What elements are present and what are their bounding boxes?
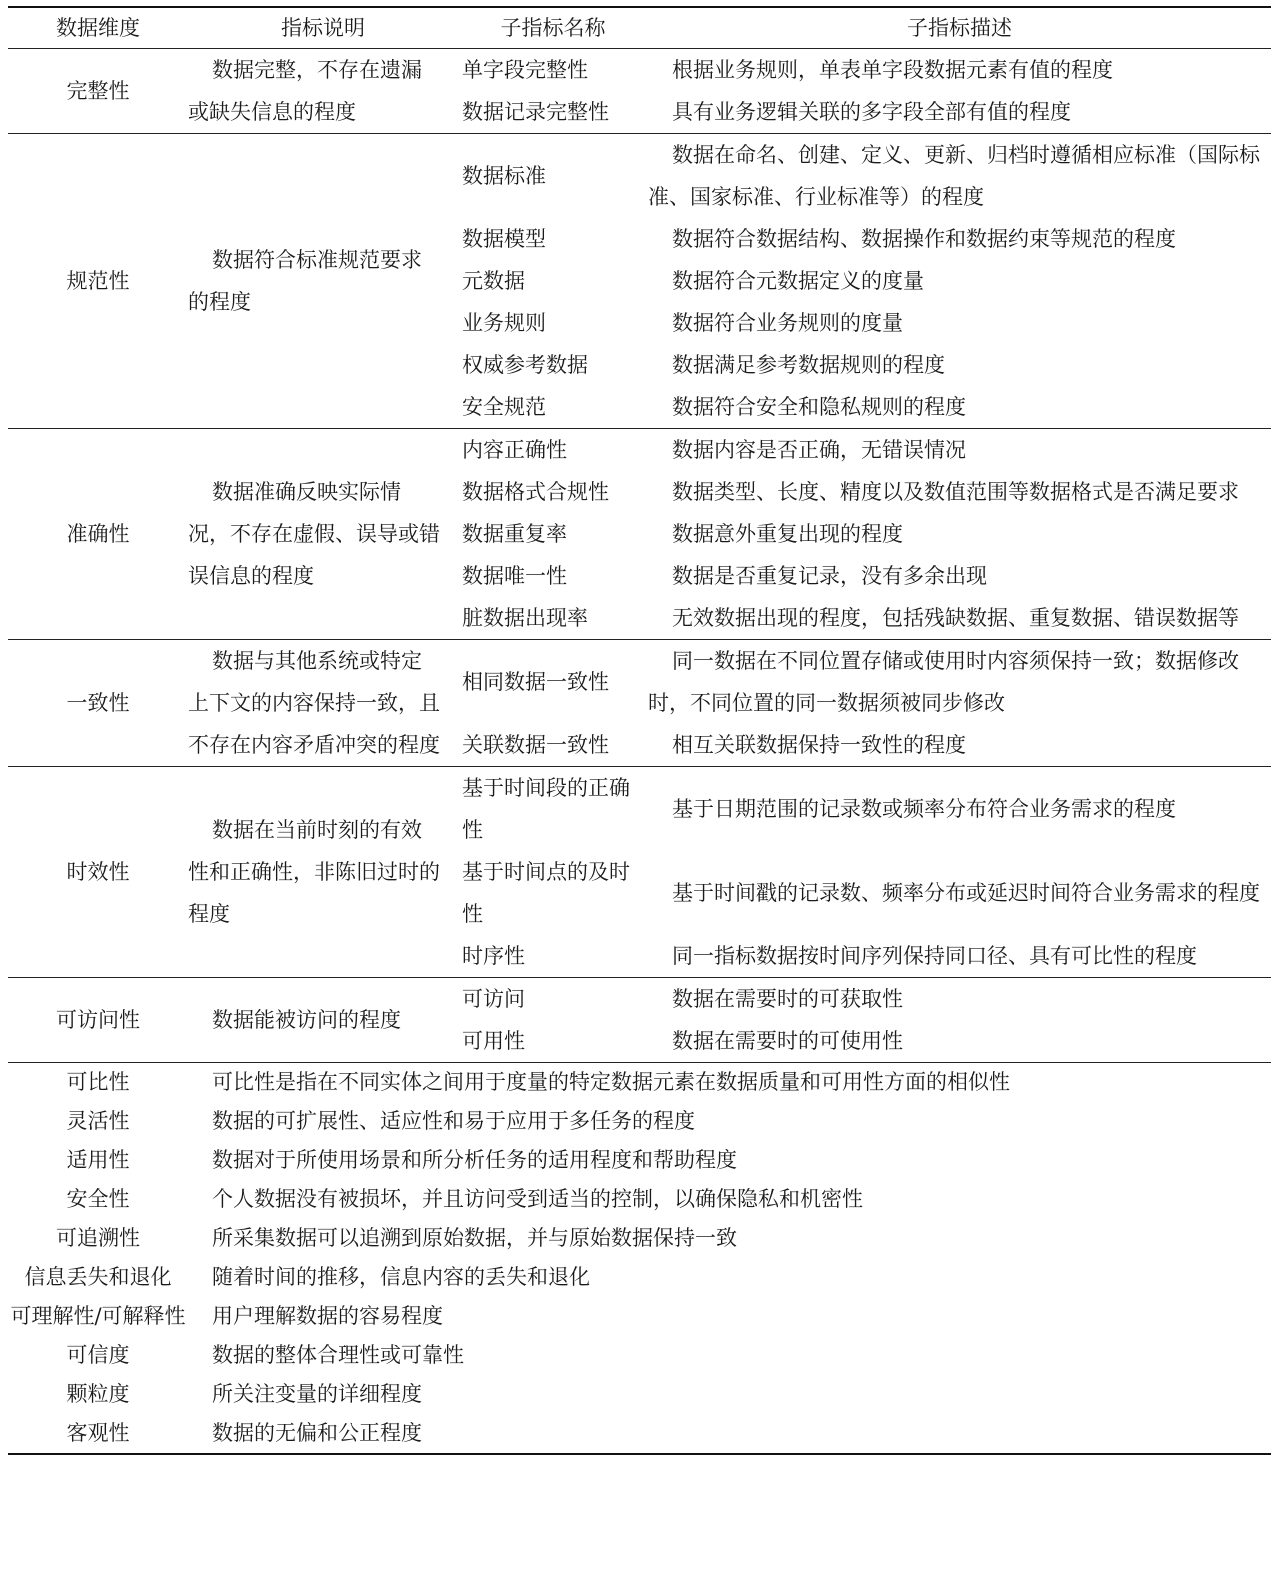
sub-indicator-description-cell: 基于时间戳的记录数、频率分布或延迟时间符合业务需求的程度 <box>672 881 1260 905</box>
sub-indicator-name-cell: 基于时间点的及时性 <box>462 860 630 926</box>
table-row <box>8 1414 1271 1454</box>
sub-indicator-description-cell: 无效数据出现的程度，包括残缺数据、重复数据、错误数据等 <box>672 606 1239 630</box>
sub-indicator-name-cell: 数据标准 <box>458 134 648 219</box>
dimension-cell: 客观性 <box>66 1421 130 1445</box>
sub-indicator-name-cell: 可访问 <box>458 978 648 1021</box>
dimension-description-cell: 可比性是指在不同实体之间用于度量的特定数据元素在数据质量和可用性方面的相似性 <box>188 1063 1271 1103</box>
table-row <box>8 1297 1271 1336</box>
table-row <box>8 767 1271 852</box>
dimension-cell: 时效性 <box>8 767 188 978</box>
header-description: 指标说明 <box>281 15 365 40</box>
header-dimension: 数据维度 <box>56 15 140 40</box>
sub-indicator-name-cell: 数据唯一性 <box>462 564 567 588</box>
table-row <box>8 1258 1271 1297</box>
sub-indicator-description-cell: 数据是否重复记录，没有多余出现 <box>672 564 987 588</box>
data-quality-table <box>8 6 1271 1455</box>
dimension-description-cell: 数据的可扩展性、适应性和易于应用于多任务的程度 <box>212 1109 695 1133</box>
sub-indicator-description-cell: 同一数据在不同位置存储或使用时内容须保持一致；数据修改时，不同位置的同一数据须被同步修改 <box>648 640 1271 725</box>
dimension-cell: 准确性 <box>8 429 188 640</box>
sub-indicator-description-cell: 数据在需要时的可使用性 <box>672 1029 903 1053</box>
sub-indicator-name-cell: 数据重复率 <box>462 522 567 546</box>
header-sub-name: 子指标名称 <box>500 15 606 40</box>
table-row <box>8 1063 1271 1103</box>
table-row <box>8 1219 1271 1258</box>
sub-indicator-description-cell: 数据内容是否正确，无错误情况 <box>648 429 1271 472</box>
dimension-cell: 灵活性 <box>66 1109 130 1133</box>
dimension-description-cell: 数据准确反映实际情况，不存在虚假、误导或错误信息的程度 <box>188 429 458 640</box>
dimension-cell: 可比性 <box>8 1063 188 1103</box>
dimension-description-cell: 数据对于所使用场景和所分析任务的适用程度和帮助程度 <box>212 1148 737 1172</box>
sub-indicator-name-cell: 元数据 <box>462 269 525 293</box>
table-row <box>8 49 1271 92</box>
table-body <box>8 49 1271 1455</box>
dimension-cell: 可追溯性 <box>56 1226 140 1250</box>
sub-indicator-description-cell: 具有业务逻辑关联的多字段全部有值的程度 <box>672 100 1071 124</box>
table-row <box>8 1141 1271 1180</box>
header-sub-desc: 子指标描述 <box>907 15 1012 40</box>
sub-indicator-description-cell: 数据在命名、创建、定义、更新、归档时遵循相应标准（国际标准、国家标准、行业标准等）的程度 <box>648 134 1271 219</box>
sub-indicator-description-cell: 数据符合业务规则的度量 <box>672 311 903 335</box>
quality-dimension-table-page <box>8 6 1271 1455</box>
sub-indicator-name-cell: 权威参考数据 <box>462 353 588 377</box>
dimension-description-cell: 数据的无偏和公正程度 <box>212 1421 422 1445</box>
dimension-cell: 安全性 <box>66 1187 130 1211</box>
dimension-description-cell: 所采集数据可以追溯到原始数据，并与原始数据保持一致 <box>212 1226 737 1250</box>
dimension-cell: 规范性 <box>8 134 188 429</box>
dimension-cell: 可访问性 <box>8 978 188 1063</box>
dimension-description-cell: 用户理解数据的容易程度 <box>212 1304 443 1328</box>
dimension-description-cell: 数据在当前时刻的有效性和正确性，非陈旧过时的程度 <box>188 767 458 978</box>
sub-indicator-description-cell: 数据在需要时的可获取性 <box>648 978 1271 1021</box>
dimension-cell: 完整性 <box>66 78 130 103</box>
dimension-description-cell: 数据与其他系统或特定上下文的内容保持一致，且不存在内容矛盾冲突的程度 <box>188 640 458 767</box>
dimension-description-cell: 数据符合标准规范要求的程度 <box>188 134 458 429</box>
dimension-cell: 可信度 <box>66 1343 130 1367</box>
dimension-description-cell: 数据完整，不存在遗漏或缺失信息的程度 <box>188 58 422 124</box>
sub-indicator-name-cell: 数据记录完整性 <box>462 100 609 124</box>
sub-indicator-description-cell: 数据符合安全和隐私规则的程度 <box>672 395 966 419</box>
sub-indicator-description-cell: 相互关联数据保持一致性的程度 <box>672 733 966 757</box>
table-row <box>8 640 1271 725</box>
sub-indicator-name-cell: 关联数据一致性 <box>462 733 609 757</box>
sub-indicator-description-cell: 数据符合元数据定义的度量 <box>672 269 924 293</box>
sub-indicator-description-cell: 同一指标数据按时间序列保持同口径、具有可比性的程度 <box>672 944 1197 968</box>
dimension-cell: 颗粒度 <box>66 1382 130 1406</box>
sub-indicator-description-cell: 数据类型、长度、精度以及数值范围等数据格式是否满足要求 <box>672 480 1239 504</box>
sub-indicator-name-cell: 单字段完整性 <box>462 58 588 82</box>
sub-indicator-name-cell: 内容正确性 <box>458 429 648 472</box>
sub-indicator-name-cell: 数据模型 <box>462 227 546 251</box>
dimension-description-cell: 数据能被访问的程度 <box>188 978 458 1063</box>
dimension-description-cell: 个人数据没有被损坏，并且访问受到适当的控制，以确保隐私和机密性 <box>212 1187 863 1211</box>
table-row <box>8 1102 1271 1141</box>
sub-indicator-name-cell: 基于时间段的正确性 <box>458 767 648 852</box>
header-row <box>8 7 1271 49</box>
dimension-cell: 可理解性/可解释性 <box>10 1304 186 1328</box>
sub-indicator-description-cell: 数据满足参考数据规则的程度 <box>672 353 945 377</box>
table-row <box>8 1336 1271 1375</box>
sub-indicator-description-cell: 数据意外重复出现的程度 <box>672 522 903 546</box>
sub-indicator-name-cell: 脏数据出现率 <box>462 606 588 630</box>
sub-indicator-description-cell: 根据业务规则，单表单字段数据元素有值的程度 <box>672 58 1113 82</box>
sub-indicator-description-cell: 数据符合数据结构、数据操作和数据约束等规范的程度 <box>672 227 1176 251</box>
dimension-cell: 信息丢失和退化 <box>24 1265 172 1289</box>
table-row <box>8 429 1271 472</box>
sub-indicator-name-cell: 业务规则 <box>462 311 546 335</box>
table-row <box>8 1375 1271 1414</box>
sub-indicator-name-cell: 安全规范 <box>462 395 546 419</box>
sub-indicator-name-cell: 时序性 <box>462 944 525 968</box>
dimension-cell: 一致性 <box>8 640 188 767</box>
table-row <box>8 978 1271 1021</box>
dimension-description-cell: 所关注变量的详细程度 <box>212 1382 422 1406</box>
sub-indicator-name-cell: 可用性 <box>462 1029 525 1053</box>
table-row <box>8 1180 1271 1219</box>
dimension-cell: 适用性 <box>66 1148 130 1172</box>
sub-indicator-description-cell: 基于日期范围的记录数或频率分布符合业务需求的程度 <box>648 767 1271 852</box>
sub-indicator-name-cell: 相同数据一致性 <box>458 640 648 725</box>
table-row <box>8 134 1271 219</box>
sub-indicator-name-cell: 数据格式合规性 <box>462 480 609 504</box>
dimension-description-cell: 数据的整体合理性或可靠性 <box>212 1343 464 1367</box>
dimension-description-cell: 随着时间的推移，信息内容的丢失和退化 <box>212 1265 590 1289</box>
